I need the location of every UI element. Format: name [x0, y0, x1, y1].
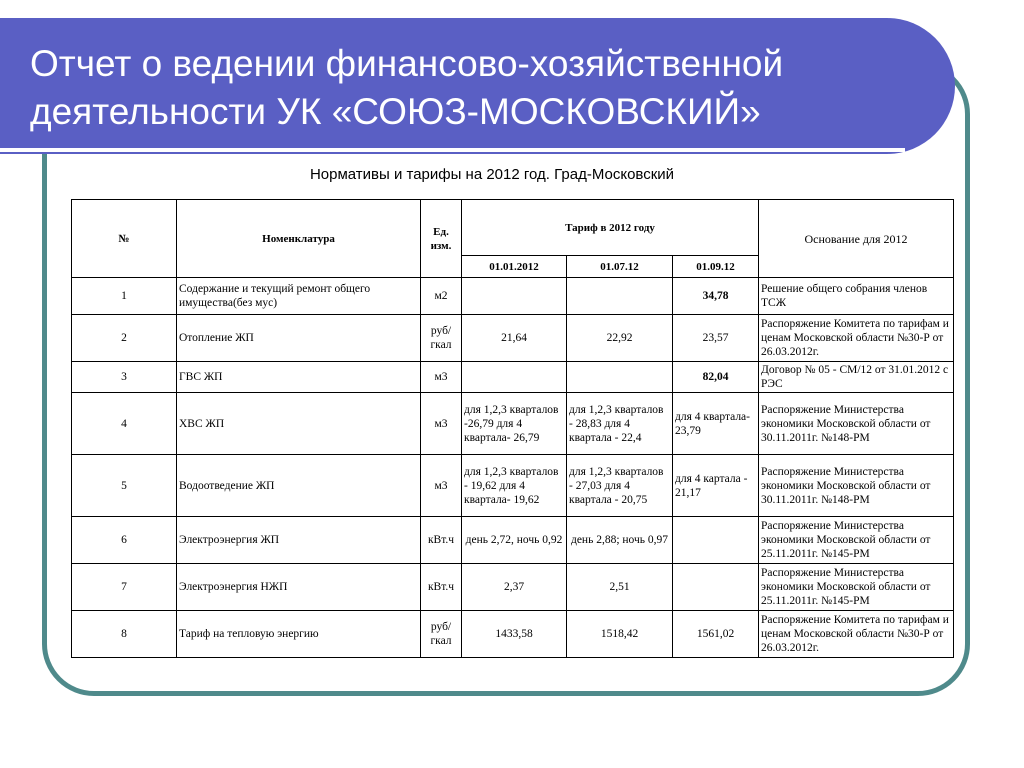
row-tariff-2-cell: 22,92	[567, 315, 673, 362]
header-date-3: 01.09.12	[673, 256, 759, 278]
row-unit-cell: м3	[421, 455, 462, 517]
row-tariff-3-cell: 82,04	[673, 362, 759, 393]
table-body	[72, 278, 954, 658]
row-unit-cell: руб/гкал	[421, 611, 462, 658]
row-name-cell: Тариф на тепловую энергию	[177, 611, 421, 658]
row-tariff-2-cell: 1518,42	[567, 611, 673, 658]
slide-title-line-2: деятельности УК «СОЮЗ-МОСКОВСКИЙ»	[30, 91, 761, 132]
row-tariff-1-cell: 2,37	[462, 564, 567, 611]
row-unit-cell: м3	[421, 362, 462, 393]
row-number-cell: 5	[72, 455, 177, 517]
row-number-cell: 7	[72, 564, 177, 611]
row-tariff-2-cell: для 1,2,3 кварталов - 27,03 для 4 квартала - 20,75	[567, 455, 673, 517]
table-row	[72, 455, 954, 517]
row-tariff-2-cell: для 1,2,3 кварталов - 28,83 для 4 квартала - 22,4	[567, 393, 673, 455]
row-tariff-1-cell: для 1,2,3 кварталов -26,79 для 4 квартала- 26,79	[462, 393, 567, 455]
row-unit-cell: кВт.ч	[421, 517, 462, 564]
row-name-cell: ГВС ЖП	[177, 362, 421, 393]
header-number: №	[72, 200, 177, 278]
row-tariff-2-cell: 2,51	[567, 564, 673, 611]
table-row	[72, 362, 954, 393]
row-tariff-2-cell	[567, 362, 673, 393]
row-basis-cell: Распоряжение Министерства экономики Московской области от 25.11.2011г. №145-РМ	[759, 517, 954, 564]
row-tariff-1-cell: день 2,72, ночь 0,92	[462, 517, 567, 564]
row-unit-cell: руб/гкал	[421, 315, 462, 362]
row-name-cell: Отопление ЖП	[177, 315, 421, 362]
title-banner	[0, 18, 955, 154]
row-name-cell: ХВС ЖП	[177, 393, 421, 455]
header-date-1: 01.01.2012	[462, 256, 567, 278]
header-nomenclature: Номенклатура	[177, 200, 421, 278]
row-tariff-3-cell: для 4 картала - 21,17	[673, 455, 759, 517]
row-number-cell: 4	[72, 393, 177, 455]
header-tariff-2012: Тариф в 2012 году	[462, 200, 759, 256]
row-basis-cell: Решение общего собрания членов ТСЖ	[759, 278, 954, 315]
row-name-cell: Водоотведение ЖП	[177, 455, 421, 517]
title-underline	[0, 148, 905, 152]
row-name-cell: Электроэнергия НЖП	[177, 564, 421, 611]
row-tariff-3-cell: 34,78	[673, 278, 759, 315]
row-number-cell: 3	[72, 362, 177, 393]
row-basis-cell: Распоряжение Комитета по тарифам и ценам Московской области №30-Р от 26.03.2012г.	[759, 315, 954, 362]
row-tariff-2-cell: день 2,88; ночь 0,97	[567, 517, 673, 564]
row-number-cell: 2	[72, 315, 177, 362]
table-row	[72, 517, 954, 564]
row-basis-cell: Распоряжение Министерства экономики Московской области от 25.11.2011г. №145-РМ	[759, 564, 954, 611]
table-row	[72, 315, 954, 362]
row-tariff-1-cell: 21,64	[462, 315, 567, 362]
slide-title-line-1: Отчет о ведении финансово-хозяйственной	[30, 43, 784, 84]
table-row	[72, 278, 954, 315]
table-row	[72, 611, 954, 658]
row-tariff-1-cell	[462, 362, 567, 393]
row-tariff-1-cell	[462, 278, 567, 315]
row-basis-cell: Договор № 05 - СМ/12 от 31.01.2012 с РЭС	[759, 362, 954, 393]
row-tariff-3-cell	[673, 517, 759, 564]
header-date-2: 01.07.12	[567, 256, 673, 278]
tariffs-table	[71, 199, 954, 658]
row-tariff-3-cell: для 4 квартала- 23,79	[673, 393, 759, 455]
row-number-cell: 1	[72, 278, 177, 315]
table-row	[72, 564, 954, 611]
row-tariff-3-cell	[673, 564, 759, 611]
row-tariff-1-cell: для 1,2,3 кварталов - 19,62 для 4 квартала- 19,62	[462, 455, 567, 517]
row-basis-cell: Распоряжение Министерства экономики Московской области от 30.11.2011г. №148-РМ	[759, 393, 954, 455]
row-name-cell: Электроэнергия ЖП	[177, 517, 421, 564]
table-row	[72, 393, 954, 455]
slide-subtitle: Нормативы и тарифы на 2012 год. Град-Московский	[309, 166, 675, 183]
header-unit: Ед. изм.	[421, 200, 462, 278]
row-tariff-1-cell: 1433,58	[462, 611, 567, 658]
row-unit-cell: кВт.ч	[421, 564, 462, 611]
row-tariff-3-cell: 1561,02	[673, 611, 759, 658]
row-basis-cell: Распоряжение Комитета по тарифам и ценам Московской области №30-Р от 26.03.2012г.	[759, 611, 954, 658]
row-number-cell: 6	[72, 517, 177, 564]
row-unit-cell: м3	[421, 393, 462, 455]
row-basis-cell: Распоряжение Министерства экономики Московской области от 30.11.2011г. №148-РМ	[759, 455, 954, 517]
slide-title	[30, 40, 910, 136]
row-unit-cell: м2	[421, 278, 462, 315]
header-basis: Основание для 2012	[759, 200, 954, 278]
row-tariff-3-cell: 23,57	[673, 315, 759, 362]
row-number-cell: 8	[72, 611, 177, 658]
row-tariff-2-cell	[567, 278, 673, 315]
row-name-cell: Содержание и текущий ремонт общего имущества(без мус)	[177, 278, 421, 315]
